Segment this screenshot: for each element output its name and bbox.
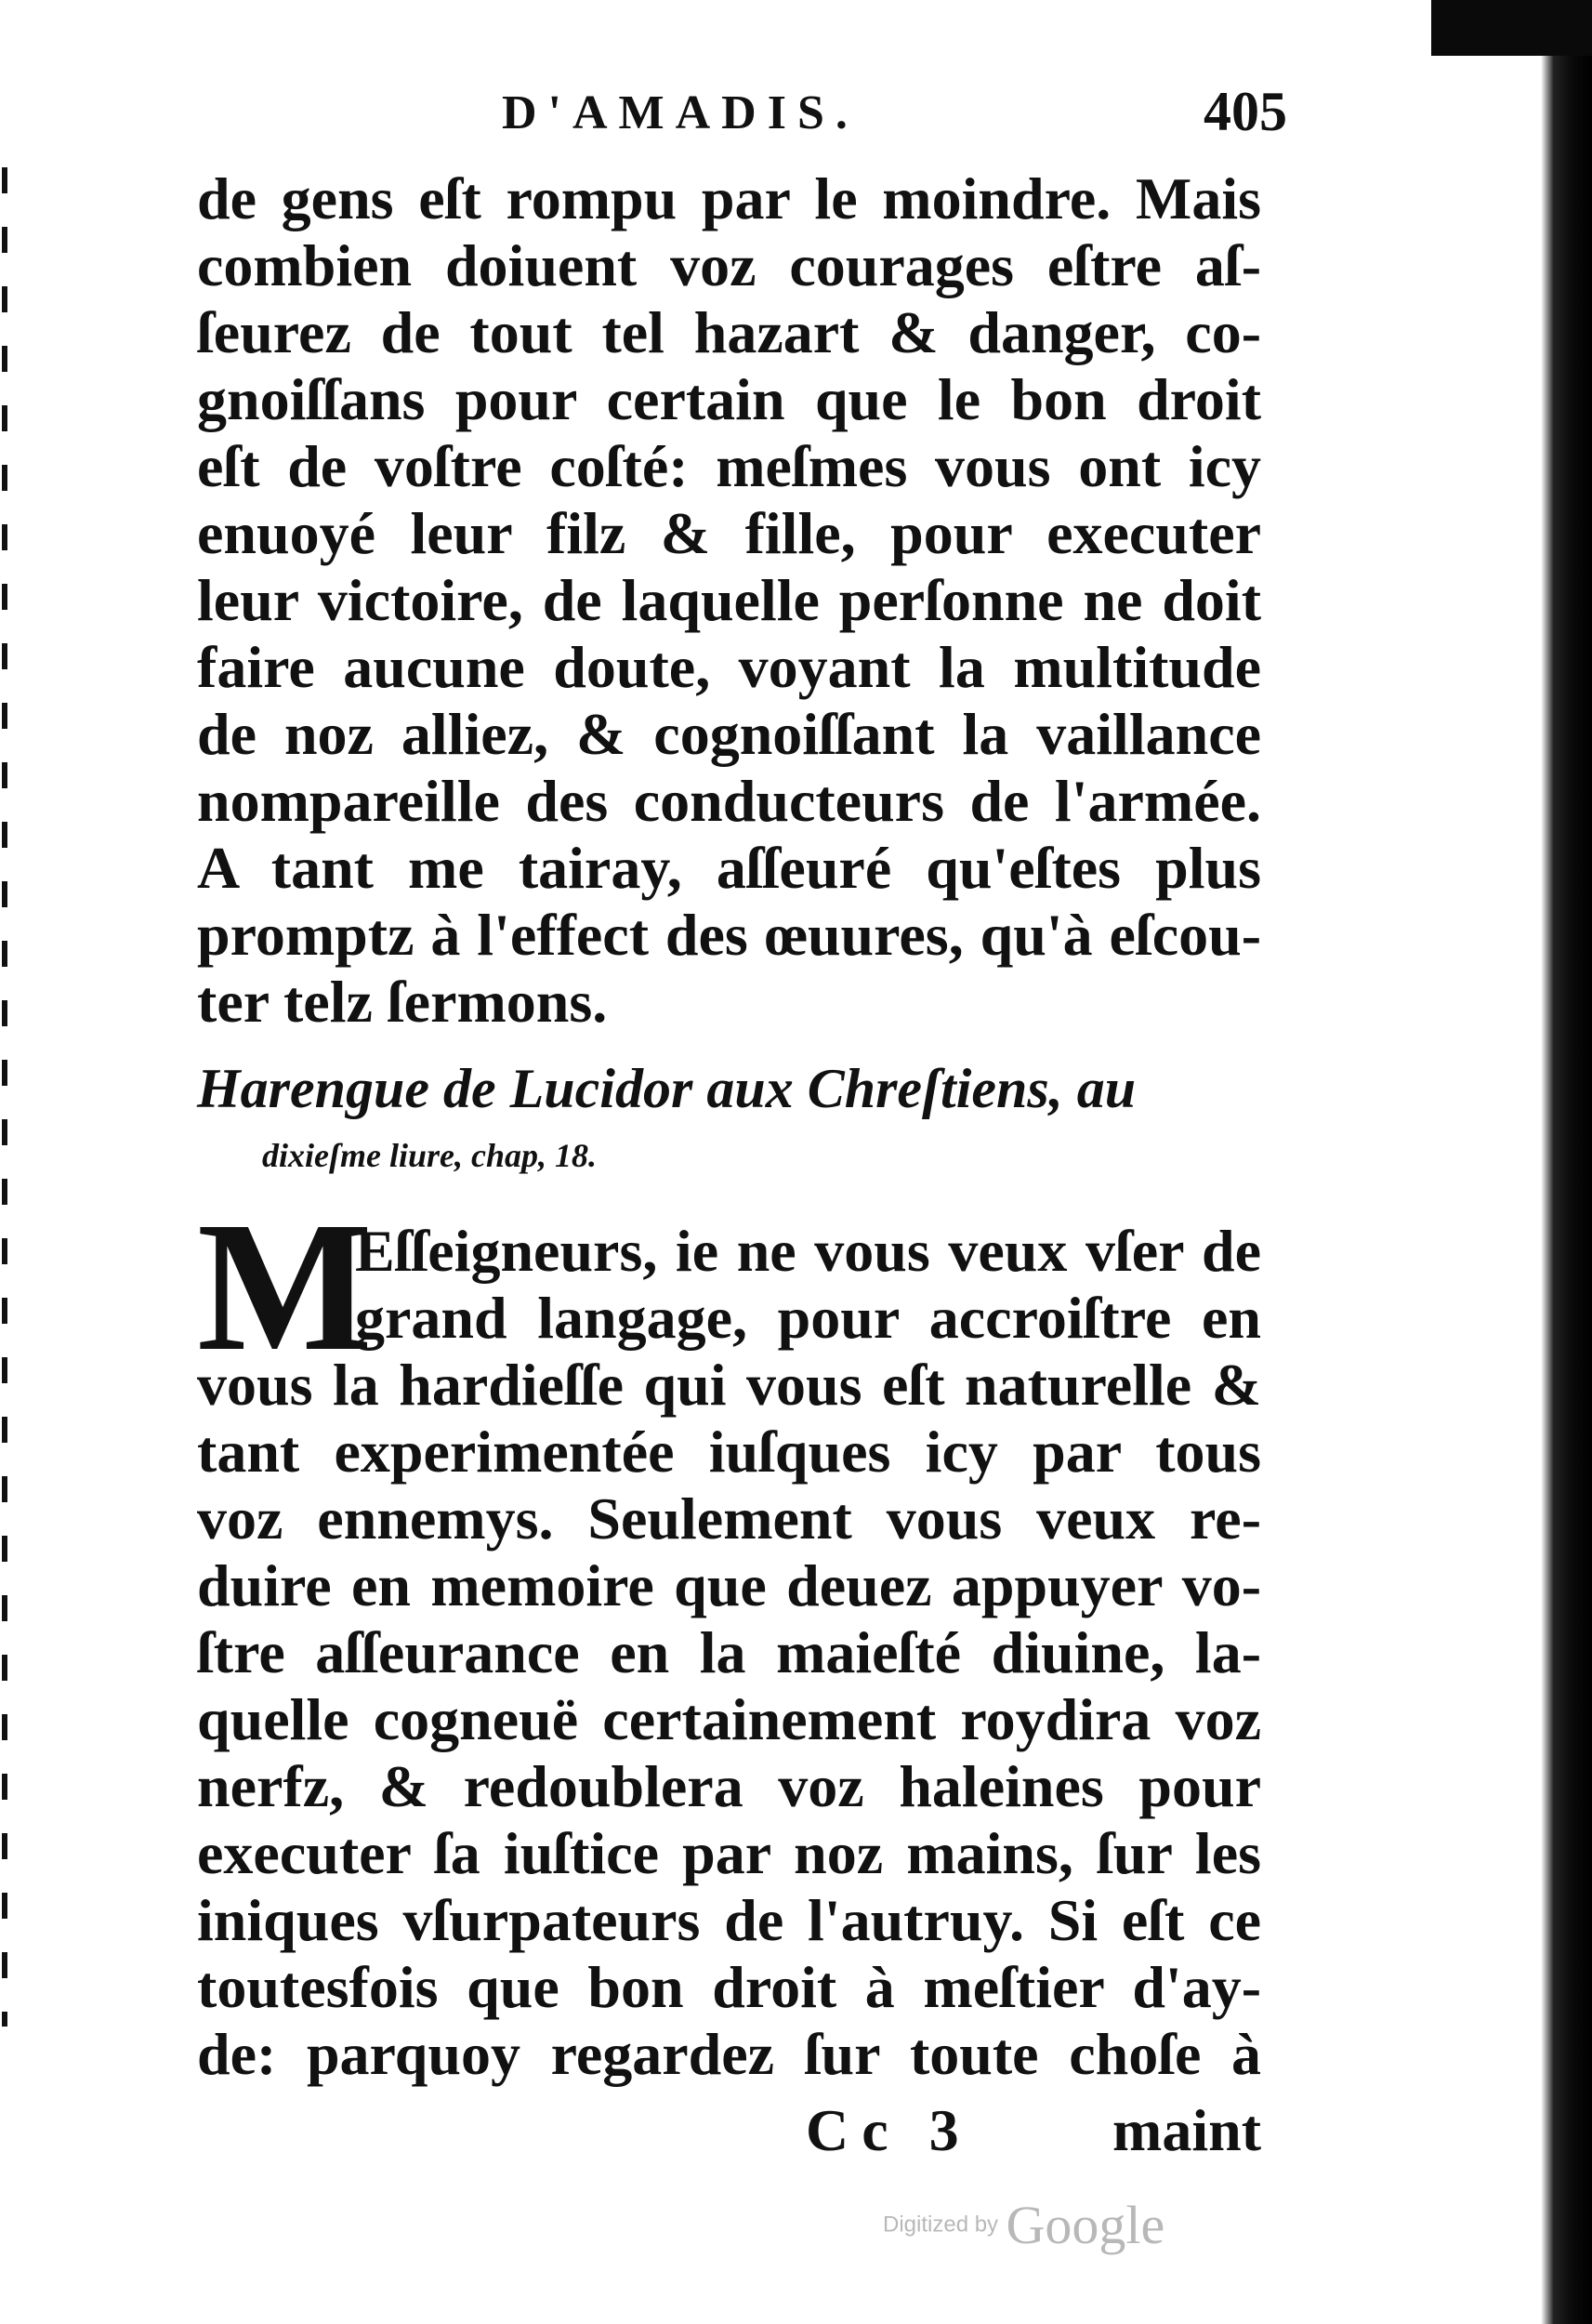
text-line: de gens eſt rompu par le moindre. Mais	[197, 165, 1261, 231]
scan-left-edge-marks	[2, 167, 7, 2027]
text-line: executer ſa iuſtice par noz mains, ſur les	[197, 1820, 1261, 1886]
text-line: ſtre aſſeurance en la maieſté diuine, la-	[197, 1619, 1261, 1685]
text-line: enuoyé leur filz & fille, pour executer	[197, 500, 1261, 566]
text-line: eſt de voſtre coſté: meſmes vous ont icy	[197, 433, 1261, 499]
google-watermark	[883, 2194, 1164, 2256]
heading-line: dixieſme liure, chap, 18.	[262, 1137, 597, 1174]
page-number: 405	[1204, 81, 1287, 142]
text-line: leur victoire, de laquelle perſonne ne doit	[197, 567, 1261, 633]
text-line: ſeurez de tout tel hazart & danger, co-	[197, 299, 1261, 365]
text-line: voz ennemys. Seulement vous veux re-	[197, 1486, 1261, 1552]
text-line: nompareille des conducteurs de l'armée.	[197, 768, 1261, 834]
heading-line: Harengue de Lucidor aux Chreſtiens, au	[197, 1058, 1137, 1119]
signature-mark: Cc 3	[806, 2097, 972, 2163]
watermark-caption: Digitized by	[883, 2212, 999, 2238]
section-heading	[197, 1055, 1261, 1189]
scan-corner-shadow	[1431, 0, 1592, 56]
catchword: maint	[1112, 2097, 1261, 2163]
text-line: de noz alliez, & cognoiſſant la vaillance	[197, 701, 1261, 767]
paragraph-1	[197, 165, 1261, 1036]
text-line: vous la hardieſſe qui vous eſt naturelle &	[197, 1352, 1261, 1418]
text-line: quelle cogneuë certainement roydira voz	[197, 1686, 1261, 1752]
text-line: duire en memoire que deuez appuyer vo-	[197, 1552, 1261, 1618]
running-head: D'AMADIS.	[502, 86, 859, 139]
text-line: gnoiſſans pour certain que le bon droit	[197, 366, 1261, 432]
text-line: combien doiuent voz courages eſtre aſ-	[197, 232, 1261, 298]
drop-cap: M	[197, 1184, 373, 1390]
footer-line	[197, 2096, 1261, 2163]
google-logo: Google	[1006, 2195, 1165, 2255]
text-line: tant experimentée iuſques icy par tous	[197, 1419, 1261, 1485]
text-line: Eſſeigneurs, ie ne vous veux vſer de	[355, 1218, 1261, 1284]
text-line: iniques vſurpateurs de l'autruy. Si eſt ce	[197, 1887, 1261, 1953]
text-line: grand langage, pour accroiſtre en	[355, 1285, 1261, 1351]
scan-binding-edge	[1541, 0, 1592, 2324]
text-line: faire aucune doute, voyant la multitude	[197, 634, 1261, 700]
text-line: ter telz ſermons.	[197, 969, 608, 1035]
text-line: A tant me tairay, aſſeuré qu'eſtes plus	[197, 835, 1261, 901]
paragraph-2	[197, 1218, 1261, 2088]
text-line: de: parquoy regardez ſur toute choſe à	[197, 2021, 1261, 2087]
text-line: toutesfois que bon droit à meſtier d'ay-	[197, 1954, 1261, 2020]
text-line: nerfz, & redoublera voz haleines pour	[197, 1753, 1261, 1819]
text-line: promptz à l'effect des œuures, qu'à eſcou-	[197, 902, 1261, 968]
